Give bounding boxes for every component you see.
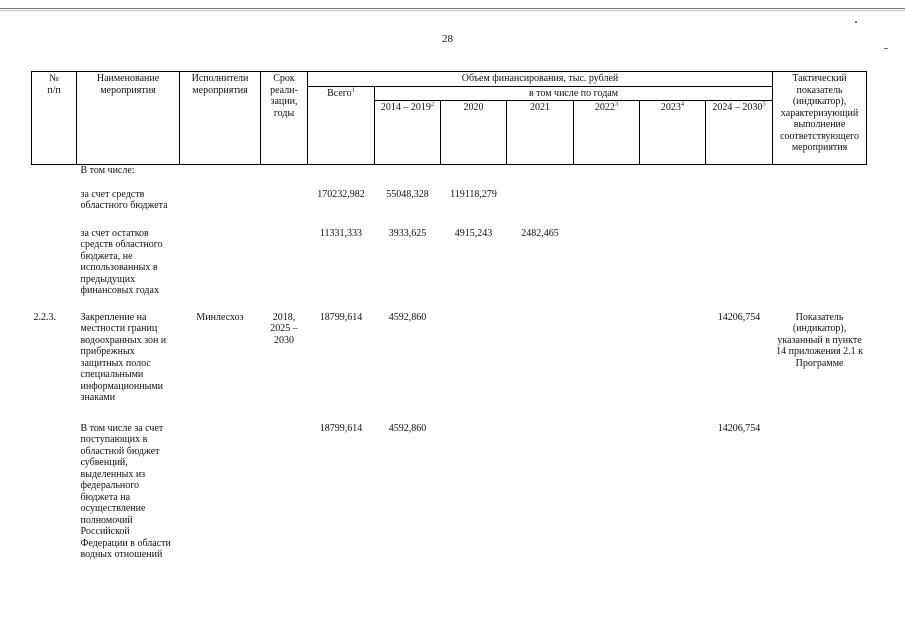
- year-label: 2020: [463, 102, 484, 113]
- scan-speck: [884, 48, 888, 49]
- row-indicator: [773, 165, 867, 189]
- row-name: В том числе за счет поступающих в областной бюджет субвенций, выделенных из федерального бюджета на осуществление полномочий Российской Федерации в области водных отношений: [80, 422, 171, 560]
- row-executor: [180, 189, 261, 228]
- cell-2022: [574, 312, 640, 423]
- cell-2023: [640, 165, 706, 189]
- cell-total: [308, 165, 375, 189]
- cell-2020: 4915,243: [454, 227, 493, 239]
- cell-2023: [640, 189, 706, 228]
- cell-2020: [441, 423, 507, 573]
- table-row: [32, 189, 867, 228]
- header-name: Наименование мероприятия: [77, 72, 180, 165]
- header-year-2020: [441, 101, 507, 165]
- row-name: Закрепление на местности границ водоохранных зон и прибрежных защитных полос специальными информационными знаками: [80, 311, 167, 403]
- cell-2021: [507, 189, 574, 228]
- financing-table: [31, 71, 867, 573]
- cell-total: 11331,333: [319, 227, 363, 239]
- row-term: 2018, 2025 – 2030: [270, 311, 298, 346]
- header-year-2022: [574, 101, 640, 165]
- row-term: [261, 189, 308, 228]
- cell-2024-2030: [706, 228, 773, 312]
- cell-2024-2030: [706, 165, 773, 189]
- footnote-mark: 3: [614, 100, 619, 108]
- footnote-mark: 5: [762, 100, 766, 108]
- year-label: 2024 – 2030: [712, 102, 763, 113]
- table-row: [32, 228, 867, 312]
- header-year-2023: [640, 101, 706, 165]
- table-row: [32, 312, 867, 423]
- row-no: 2.2.3.: [33, 311, 56, 323]
- row-no: [32, 228, 77, 312]
- scan-speck: [855, 21, 857, 23]
- cell-2021: [507, 165, 574, 189]
- cell-2024-2030: 14206,754: [717, 422, 761, 434]
- header-year-2014-2019: [375, 101, 441, 165]
- year-label: 2023: [660, 102, 681, 113]
- row-indicator: [773, 228, 867, 312]
- cell-2021: [507, 423, 574, 573]
- footnote-mark: 2: [430, 100, 435, 108]
- cell-2022: [574, 228, 640, 312]
- page-number: 28: [442, 33, 453, 45]
- cell-2024-2030: [706, 189, 773, 228]
- header-year-2021: [507, 101, 574, 165]
- cell-2024-2030: 14206,754: [717, 311, 761, 323]
- cell-2022: [574, 423, 640, 573]
- footnote-mark: 1: [351, 86, 355, 94]
- year-label: 2022: [594, 102, 615, 113]
- cell-2014-2019: [375, 165, 441, 189]
- cell-2020: [441, 165, 507, 189]
- cell-total: 170232,982: [317, 188, 365, 200]
- cell-2014-2019: 3933,625: [388, 227, 427, 239]
- header-funding: Объем финансирования, тыс. рублей: [308, 72, 773, 87]
- row-name: за счет остатков средств областного бюджета, не использованных в предыдущих финансовых годах: [80, 227, 163, 296]
- row-term: [261, 423, 308, 573]
- header-total: [308, 86, 375, 165]
- header-total-label: Всего: [327, 87, 352, 99]
- row-no: [32, 165, 77, 189]
- row-no: [32, 423, 77, 573]
- cell-2014-2019: 55048,328: [386, 188, 429, 200]
- cell-2014-2019: 4592,860: [388, 422, 427, 434]
- cell-2023: [640, 423, 706, 573]
- header-term: Срок реали-зации, годы: [261, 72, 308, 165]
- cell-2020: [441, 312, 507, 423]
- row-executor: [180, 423, 261, 573]
- row-name: В том числе:: [80, 165, 135, 176]
- header-by-years: в том числе по годам: [375, 86, 773, 101]
- table-row: [32, 165, 867, 189]
- footnote-mark: 4: [680, 100, 685, 108]
- year-label: 2014 – 2019: [380, 102, 431, 113]
- cell-2021: [507, 312, 574, 423]
- row-executor: Минлесхоз: [196, 311, 244, 323]
- cell-2023: [640, 312, 706, 423]
- table-row: [32, 423, 867, 573]
- row-indicator: Показатель (индикатор), указанный в пункте 14 приложения 2.1 к Программе: [776, 311, 863, 369]
- scan-edge-line: [0, 8, 905, 9]
- cell-2022: [574, 165, 640, 189]
- header-executors: Исполнители мероприятия: [180, 72, 261, 165]
- cell-total: 18799,614: [319, 422, 363, 434]
- cell-2022: [574, 189, 640, 228]
- scan-edge-line-faint: [0, 10, 905, 11]
- cell-2020: 119118,279: [450, 188, 497, 200]
- cell-total: 18799,614: [319, 311, 363, 323]
- header-year-2024-2030: [706, 101, 773, 165]
- cell-2021: 2482,465: [521, 227, 559, 239]
- row-no: [32, 189, 77, 228]
- year-label: 2021: [530, 102, 550, 113]
- row-indicator: [773, 189, 867, 228]
- row-term: [261, 228, 308, 312]
- header-no: № п/п: [32, 72, 77, 165]
- row-executor: [180, 228, 261, 312]
- row-indicator: [773, 423, 867, 573]
- row-executor: [180, 165, 261, 189]
- row-name: за счет средств областного бюджета: [80, 188, 168, 211]
- cell-2023: [640, 228, 706, 312]
- header-indicator: Тактический показатель (индикатор), характеризующий выполнение соответствующего мероприятия: [773, 72, 867, 165]
- cell-2014-2019: 4592,860: [388, 311, 427, 323]
- row-term: [261, 165, 308, 189]
